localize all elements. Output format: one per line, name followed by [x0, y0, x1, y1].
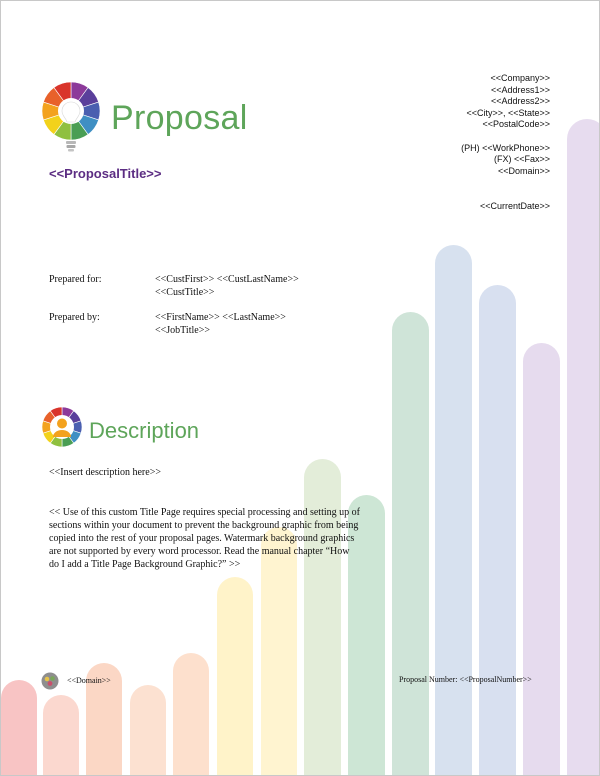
author-title: <<JobTitle>>: [155, 324, 210, 336]
page-title: Proposal: [111, 99, 248, 137]
company-name: <<Company>>: [490, 73, 550, 83]
author-name: <<FirstName>> <<LastName>>: [155, 312, 286, 323]
background-bar: [1, 680, 37, 776]
proposal-title: <<ProposalTitle>>: [49, 166, 162, 181]
prepared-by-section: [49, 312, 349, 342]
footer-logo-icon: [41, 672, 59, 690]
background-bar: [567, 119, 600, 776]
description-heading: Description: [89, 418, 200, 443]
fax-number: (FX) <<Fax>>: [493, 154, 550, 164]
background-bar: [435, 245, 472, 776]
prepared-for-section: [49, 274, 349, 304]
footer-proposal-number: Proposal Number: <<ProposalNumber>>: [399, 675, 532, 684]
current-date: <<CurrentDate>>: [479, 201, 550, 211]
customer-title: <<CustTitle>>: [155, 286, 215, 298]
description-body: << Use of this custom Title Page requires special processing and setting up of sections within your document to prevent the background graphic from being copied into the rest of your proposal pages. Watermark background graphics are not supported by every word processor. Read the manual chapter “How do I add a Title Page Background Graphic?” >>: [49, 507, 360, 570]
work-phone: (PH) <<WorkPhone>>: [461, 142, 550, 153]
background-bar: [392, 312, 429, 776]
customer-name: <<CustFirst>> <<CustLastName>>: [155, 274, 299, 285]
background-bar: [130, 685, 166, 776]
postal-code: <<PostalCode>>: [482, 119, 550, 129]
city-state: <<City>>, <<State>>: [466, 107, 550, 118]
footer-domain: <<Domain>>: [67, 676, 111, 685]
background-bar: [479, 285, 516, 776]
background-bar: [523, 343, 560, 776]
prepared-by-label: Prepared by:: [49, 312, 100, 323]
address-line-2: <<Address2>>: [490, 96, 550, 106]
prepared-for-label: Prepared for:: [49, 274, 102, 285]
contact-block: [461, 73, 550, 213]
background-bar: [43, 695, 79, 776]
address-line-1: <<Address1>>: [490, 84, 550, 95]
person-badge-icon: [41, 406, 83, 448]
lightbulb-logo-icon: [41, 81, 101, 157]
background-bar: [173, 653, 209, 776]
background-bar: [217, 577, 253, 776]
description-placeholder: <<Insert description here>>: [49, 467, 161, 478]
domain: <<Domain>>: [497, 165, 550, 176]
